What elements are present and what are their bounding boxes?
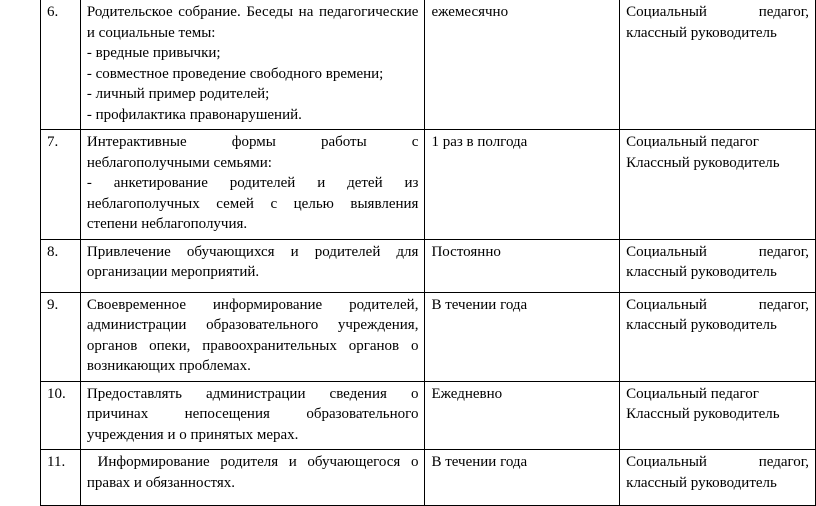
activity-line: Родительское собрание. Беседы на педагогические — [86, 4, 419, 20]
responsible-cell — [620, 130, 816, 240]
activity-line: учреждения и о принятых мерах. — [86, 426, 299, 443]
responsible-cell — [620, 450, 816, 506]
responsible-line: Социальный педагог — [626, 134, 759, 150]
activity-line: Интерактивные формы работы с — [86, 134, 419, 150]
activity-line: - личный пример родителей; — [86, 86, 270, 102]
activity-line: органов опеки, правоохранительных органов о — [86, 337, 419, 354]
timing-cell: Постоянно — [425, 239, 620, 292]
timing-cell: В течении года — [425, 450, 620, 506]
responsible-line: классный руководитель — [626, 474, 777, 491]
timing-cell: В течении года — [425, 292, 620, 381]
activity-line: возникающих проблемах. — [86, 358, 251, 374]
timing-cell: ежемесячно — [425, 0, 620, 130]
responsible-line: Социальный педагог, — [626, 4, 809, 20]
row-number: 7. — [41, 130, 81, 240]
timing-cell: 1 раз в полгода — [425, 130, 620, 240]
activity-line: Привлечение обучающихся и родителей для — [86, 243, 419, 260]
row-number: 6. — [41, 0, 81, 130]
table-row — [41, 292, 816, 381]
table-row — [41, 130, 816, 240]
row-number: 8. — [41, 239, 81, 292]
responsible-line: Классный руководитель — [626, 406, 780, 422]
activity-line: - анкетирование родителей и детей из — [86, 175, 419, 191]
activity-line: правах и обязанностях. — [86, 474, 235, 491]
row-number: 11. — [41, 450, 81, 506]
activity-line: Предоставлять администрации сведения о — [86, 385, 419, 402]
activity-line: - профилактика правонарушений. — [86, 106, 302, 123]
activity-line: организации мероприятий. — [86, 264, 260, 280]
activity-line: и социальные темы: — [86, 24, 216, 41]
responsible-line: Социальный педагог, — [626, 296, 809, 313]
table-row — [41, 381, 816, 450]
table-row — [41, 450, 816, 506]
responsible-cell — [620, 0, 816, 130]
activity-line: причинах непосещения образовательного — [86, 406, 419, 422]
plan-table — [40, 0, 816, 506]
activity-line: администрации образовательного учреждения, — [86, 317, 419, 333]
table-row — [41, 0, 816, 130]
responsible-cell — [620, 239, 816, 292]
activity-cell — [80, 450, 425, 506]
activity-line: неблагополучными семьями: — [86, 154, 272, 171]
responsible-line: Социальный педагог, — [626, 243, 809, 260]
responsible-line: Классный руководитель — [626, 154, 780, 171]
table-row — [41, 239, 816, 292]
activity-cell — [80, 292, 425, 381]
responsible-cell — [620, 381, 816, 450]
responsible-line: классный руководитель — [626, 264, 777, 280]
responsible-line: Социальный педагог — [626, 385, 759, 402]
activity-line: степени неблагополучия. — [86, 216, 248, 232]
activity-cell — [80, 0, 425, 130]
timing-cell: Ежедневно — [425, 381, 620, 450]
activity-line: Своевременное информирование родителей, — [86, 296, 419, 313]
activity-line: неблагополучных семей с целью выявления — [86, 195, 419, 212]
activity-cell — [80, 381, 425, 450]
responsible-line: классный руководитель — [626, 24, 777, 41]
responsible-cell — [620, 292, 816, 381]
responsible-line: классный руководитель — [626, 317, 777, 333]
row-number: 9. — [41, 292, 81, 381]
activity-line: - совместное проведение свободного времени; — [86, 65, 384, 82]
responsible-line: Социальный педагог, — [626, 454, 809, 470]
activity-line: Информирование родителя и обучающегося о — [86, 454, 419, 470]
activity-line: - вредные привычки; — [86, 45, 221, 61]
activity-cell — [80, 130, 425, 240]
activity-cell — [80, 239, 425, 292]
row-number: 10. — [41, 381, 81, 450]
